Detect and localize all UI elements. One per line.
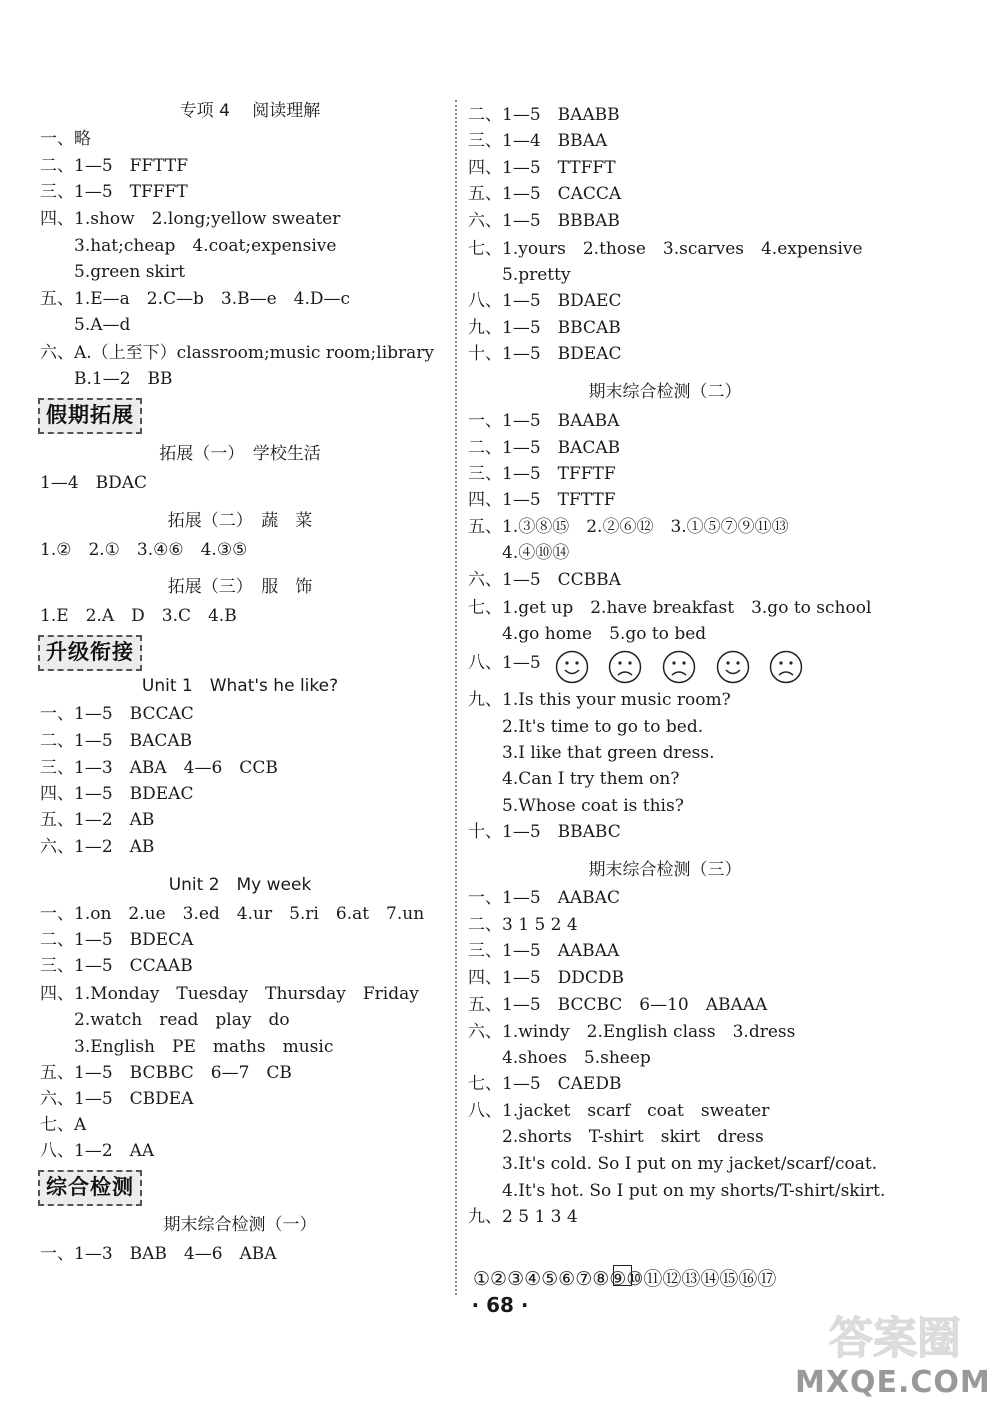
section-title-ext3: 拓展（三） 服 饰 [167,577,313,597]
answer-line: 七、A [40,1115,87,1135]
svg-text:答案圈: 答案圈 [829,1313,961,1364]
answer-line: 二、1—5 BACAB [468,438,621,458]
answer-line: 一、1—5 AABAC [468,888,620,908]
section-title-final1: 期末综合检测（一） [163,1215,317,1235]
answer-line: 四、1.Monday Tuesday Thursday Friday [40,984,419,1004]
answer-line: 七、1.get up 2.have breakfast 3.go to school [468,598,872,618]
answer-line: 八、1.jacket scarf coat sweater [468,1101,770,1121]
answer-line: 3.I like that green dress. [468,743,715,763]
happy-face-icon [716,650,750,684]
answer-line: 六、1—5 CBDEA [40,1089,194,1109]
section-title-ext1: 拓展（一） 学校生活 [159,444,321,464]
answer-line: 三、1—4 BBAA [468,131,608,151]
column-divider [455,100,457,1295]
answer-line: 八、1—5 [468,653,541,673]
answer-line: 三、1—5 AABAA [468,941,620,961]
highlighted-circle-marker [613,1265,632,1286]
answer-line: 一、1—5 BCCAC [40,704,194,724]
answer-line: 4.shoes 5.sheep [468,1048,651,1068]
answer-line: 三、1—3 ABA 4—6 CCB [40,758,278,778]
answer-line: 4.Can I try them on? [468,769,680,789]
sad-face-icon [769,650,803,684]
answer-line: 五、1.③⑧⑮ 2.②⑥⑫ 3.①⑤⑦⑨⑪⑬ [468,517,789,537]
answer-line: 五、1—5 BCBBC 6—7 CB [40,1063,292,1083]
answer-line: 二、1—5 FFTTF [40,156,189,176]
answer-line: 八、1—2 AA [40,1141,155,1161]
page-index-circles: ①②③④⑤⑥⑦⑧⑨⑩⑪⑫⑬⑭⑮⑯⑰ [473,1268,777,1290]
watermark-text: MXQE.COM [795,1365,991,1400]
answer-line: 六、1.windy 2.English class 3.dress [468,1022,796,1042]
answer-line: 六、A.（上至下）classroom;music room;library [40,343,435,363]
section-title-unit1: Unit 1 What's he like? [141,676,339,696]
answer-line: 3.It's cold. So I put on my jacket/scarf/coat. [468,1154,878,1174]
answer-line: 四、1—5 DDCDB [468,968,625,988]
answer-line: 3.English PE maths music [40,1037,334,1057]
answer-line: 四、1—5 BDEAC [40,784,194,804]
answer-line: 5.A—d [40,315,131,335]
answer-line: 2.watch read play do [40,1010,290,1030]
answer-line: 4.It's hot. So I put on my shorts/T-shirt/skirt. [468,1181,886,1201]
answer-line: 九、1.Is this your music room? [468,690,731,710]
answer-line: 五、1—2 AB [40,810,155,830]
answer-line: 九、2 5 1 3 4 [468,1207,578,1227]
answer-line: 二、1—5 BDECA [40,930,194,950]
answer-line: 四、1.show 2.long;yellow sweater [40,209,341,229]
answer-line: 一、1—5 BAABA [468,411,620,431]
happy-face-icon [555,650,589,684]
answer-line: 六、1—2 AB [40,837,155,857]
banner-upgrade: 升级衔接 [38,635,142,671]
banner-holiday-extension: 假期拓展 [38,398,142,434]
answer-line: 4.go home 5.go to bed [468,624,707,644]
section-title-unit2: Unit 2 My week [168,875,312,895]
answer-line: 一、略 [40,129,91,149]
answer-line: 八、1—5 BDAEC [468,291,622,311]
answer-line: 5.green skirt [40,262,186,282]
sad-face-icon [662,650,696,684]
answer-line: B.1—2 BB [40,369,173,389]
answer-line: 一、1.on 2.ue 3.ed 4.ur 5.ri 6.at 7.un [40,904,425,924]
page-number: · 68 · [471,1293,529,1317]
section-title-ext2: 拓展（二） 蔬 菜 [167,511,313,531]
answer-line: 七、1—5 CAEDB [468,1074,622,1094]
banner-comprehensive-test: 综合检测 [38,1170,142,1206]
answer-line: 1—4 BDAC [40,473,148,493]
answer-line: 1.② 2.① 3.④⑥ 4.③⑤ [40,540,248,560]
answer-line: 1.E 2.A D 3.C 4.B [40,606,237,626]
answer-line: 3.hat;cheap 4.coat;expensive [40,236,337,256]
answer-line: 5.Whose coat is this? [468,796,684,816]
answer-line: 十、1—5 BBABC [468,822,621,842]
answer-line: 九、1—5 BBCAB [468,318,621,338]
answer-line: 六、1—5 CCBBA [468,570,621,590]
answer-line: 四、1—5 TFTTF [468,490,616,510]
answer-line: 五、1—5 CACCA [468,184,622,204]
answer-line: 5.pretty [468,265,571,285]
answer-line: 三、1—5 TFFTF [468,464,616,484]
answer-line: 二、1—5 BAABB [468,105,620,125]
answer-line: 一、1—3 BAB 4—6 ABA [40,1244,277,1264]
answer-line: 三、1—5 TFFFT [40,182,188,202]
section-title-final2: 期末综合检测（二） [588,382,742,402]
answer-line: 七、1.yours 2.those 3.scarves 4.expensive [468,239,863,259]
section-title-final3: 期末综合检测（三） [588,860,742,880]
answer-line: 4.④⑩⑭ [468,543,570,563]
answer-line: 十、1—5 BDEAC [468,344,622,364]
answer-line: 四、1—5 TTFFT [468,158,616,178]
answer-line: 六、1—5 BBBAB [468,211,620,231]
sad-face-icon [608,650,642,684]
answer-line: 二、3 1 5 2 4 [468,915,578,935]
section-title-reading: 专项 4 阅读理解 [179,101,321,121]
answer-line: 2.It's time to go to bed. [468,717,704,737]
answer-line: 2.shorts T-shirt skirt dress [468,1127,764,1147]
answer-line: 五、1.E—a 2.C—b 3.B—e 4.D—c [40,289,351,309]
answer-line: 二、1—5 BACAB [40,731,193,751]
answer-line: 五、1—5 BCCBC 6—10 ABAAA [468,995,768,1015]
answer-line: 三、1—5 CCAAB [40,956,193,976]
